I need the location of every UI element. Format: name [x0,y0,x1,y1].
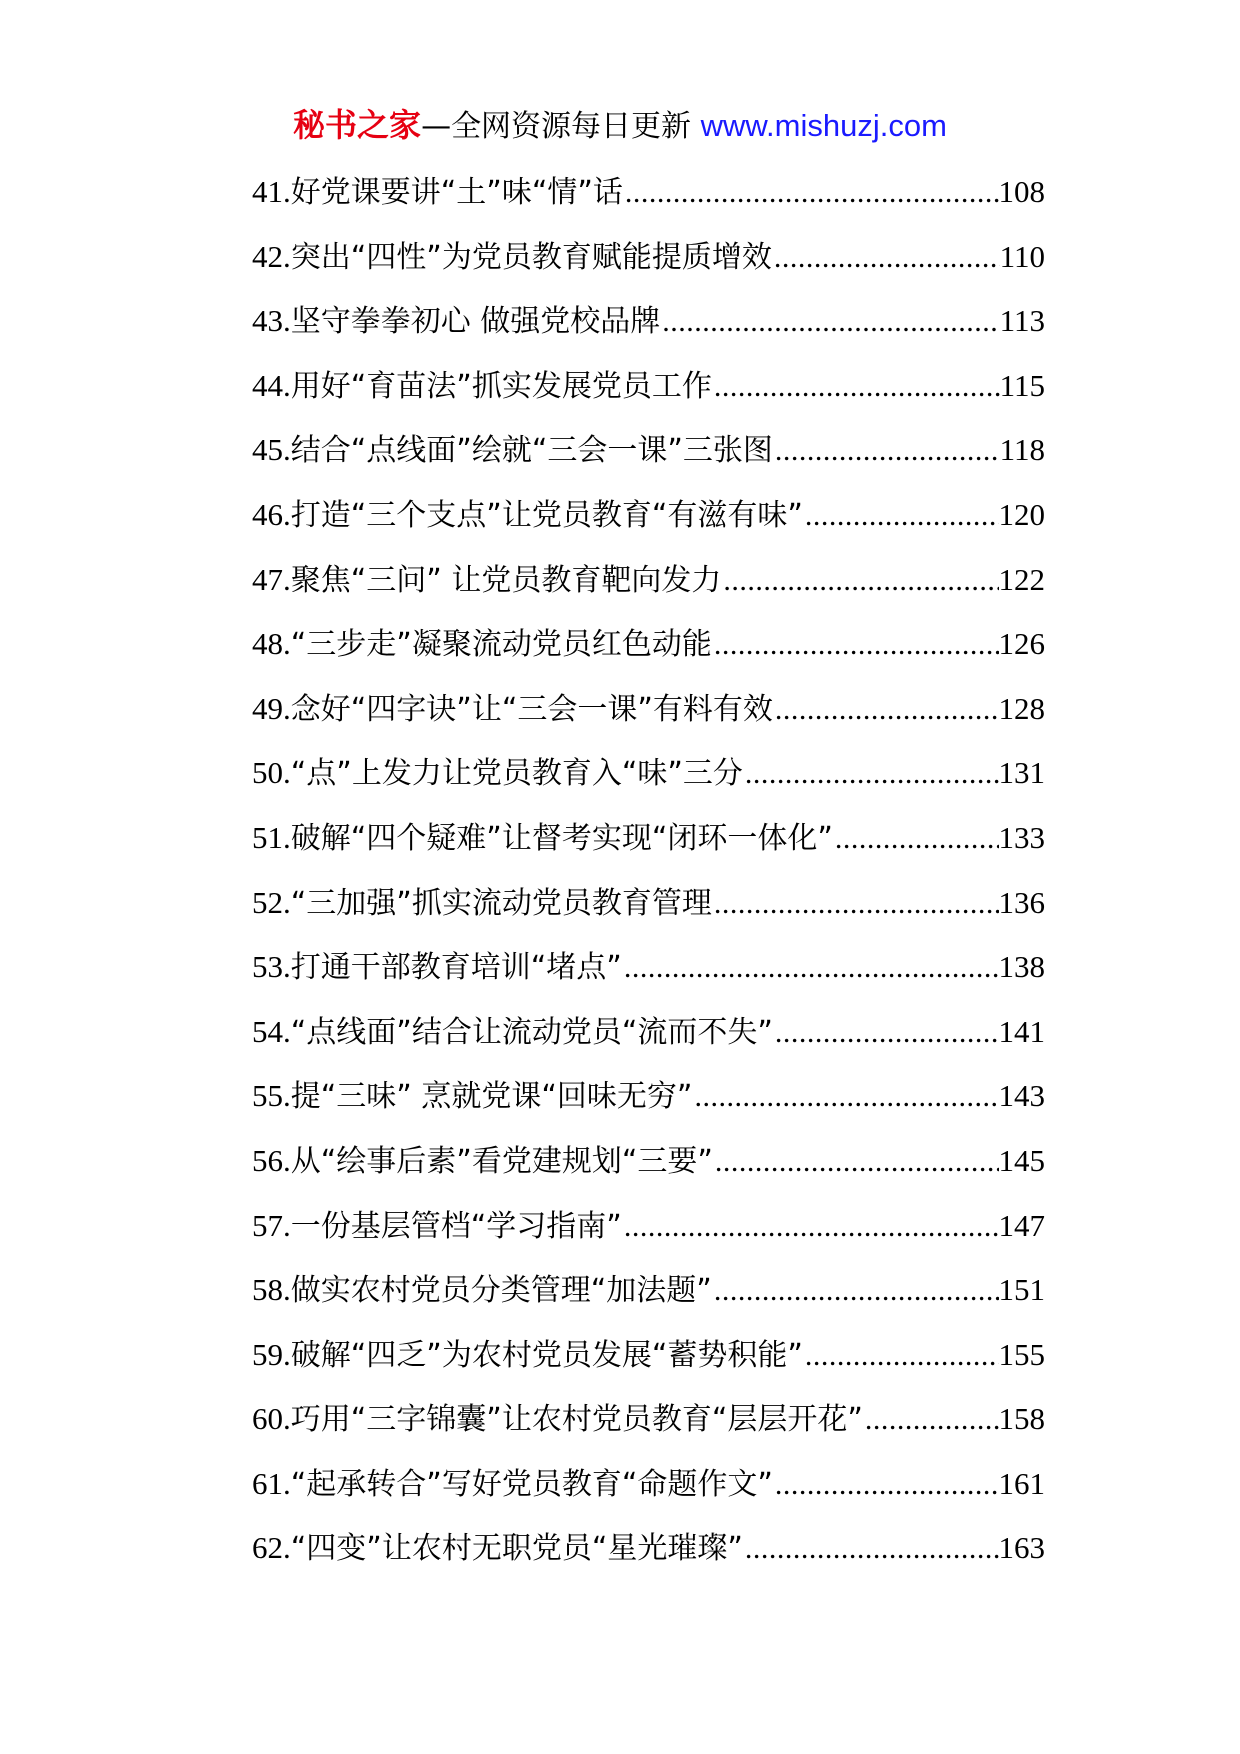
toc-entry-page: 145 [998,1142,1045,1178]
toc-entry-title: 念好“四字诀”让“三会一课”有料有效 [290,691,773,727]
toc-dot-leader [712,872,999,936]
toc-entry-page: 163 [998,1530,1045,1566]
toc-entry-page: 161 [998,1465,1045,1501]
toc-entry-title: “点线面”结合让流动党员“流而不失” [290,1014,773,1050]
toc-entry-number: 61. [252,1465,291,1501]
site-header [0,100,1240,152]
toc-entry-number: 51. [252,819,291,855]
toc-entry-title: 破解“四个疑难”让督考实现“闭环一体化” [290,820,833,856]
toc-entry-page: 126 [998,626,1045,662]
toc-entry-number: 50. [252,755,291,791]
toc-dot-leader [833,807,999,871]
toc-entry-page: 155 [998,1336,1045,1372]
toc-entry-number: 46. [252,496,291,532]
toc-entry-number: 56. [252,1142,291,1178]
toc-entry-number: 48. [252,626,291,662]
toc-entry-page: 122 [998,561,1045,597]
toc-entry-number: 58. [252,1272,291,1308]
toc-entry-page: 108 [998,174,1045,209]
toc-entry-page: 120 [998,496,1045,532]
toc-entry-title: 用好“育苗法”抓实发展党员工作 [290,368,712,404]
brand-name: 秘书之家 [293,106,422,144]
toc-entry-number: 44. [252,367,291,403]
toc-entry[interactable] [252,1323,1045,1388]
toc-entry-number: 42. [252,238,291,274]
toc-dot-leader [773,1001,999,1065]
toc-dot-leader [622,1195,999,1259]
toc-dot-leader [712,613,999,677]
toc-entry-title: 好党课要讲“土”味“情”话 [290,175,623,210]
toc-entry-number: 52. [252,884,291,920]
toc-entry-number: 59. [252,1336,291,1372]
toc-entry[interactable] [252,289,1045,354]
toc-entry-title: “点”上发力让党员教育入“味”三分 [290,756,743,792]
toc-entry-title: 坚守拳拳初心 做强党校品牌 [290,304,661,340]
toc-entry-title: 突出“四性”为党员教育赋能提质增效 [290,239,772,275]
toc-dot-leader [803,484,999,548]
toc-entry-page: 118 [999,432,1045,468]
toc-entry[interactable] [252,1000,1045,1065]
toc-entry-page: 158 [998,1401,1045,1437]
toc-entry-number: 62. [252,1530,291,1566]
toc-entry[interactable] [252,612,1045,677]
toc-entry[interactable] [252,677,1045,742]
toc-entry-page: 147 [998,1207,1045,1243]
toc-entry-number: 47. [252,561,291,597]
toc-entry[interactable] [252,871,1045,936]
toc-entry-page: 128 [998,690,1045,726]
header-slogan: —全网资源每日更新 [421,109,701,144]
toc-entry[interactable] [252,483,1045,548]
toc-dot-leader [660,290,999,354]
toc-entry[interactable] [252,354,1045,419]
toc-entry-number: 57. [252,1207,291,1243]
toc-entry-number: 41. [252,174,291,209]
toc-entry-title: 结合“点线面”绘就“三会一课”三张图 [290,433,773,469]
toc-dot-leader [743,1517,999,1581]
toc-entry-title: 提“三味” 烹就党课“回味无穷” [290,1079,693,1115]
toc-dot-leader [803,1324,999,1388]
toc-dot-leader [773,419,1000,483]
toc-entry-title: 做实农村党员分类管理“加法题” [290,1273,712,1309]
toc-entry-title: 聚焦“三问” 让党员教育靶向发力 [290,562,722,598]
toc-dot-leader [623,161,999,225]
toc-dot-leader [712,355,1000,419]
toc-entry-number: 60. [252,1401,291,1437]
toc-entry-title: “三加强”抓实流动党员教育管理 [290,885,712,921]
toc-entry-title: “三步走”凝聚流动党员红色动能 [290,627,712,663]
toc-entry-page: 131 [998,755,1045,791]
toc-entry-title: “四变”让农村无职党员“星光璀璨” [290,1531,743,1567]
toc-entry-title: 巧用“三字锦囊”让农村党员教育“层层开花” [290,1402,863,1438]
toc-dot-leader [772,226,1000,290]
toc-entry-page: 110 [999,238,1045,274]
toc-entry-page: 143 [998,1078,1045,1114]
toc-entry[interactable] [252,1387,1045,1452]
toc-entry-title: 打造“三个支点”让党员教育“有滋有味” [290,497,803,533]
toc-dot-leader [713,1130,999,1194]
toc-entry[interactable] [252,1194,1045,1259]
toc-entry-number: 55. [252,1078,291,1114]
toc-dot-leader [773,1453,999,1517]
toc-entry-page: 136 [998,884,1045,920]
toc-entry[interactable] [252,1516,1045,1581]
toc-entry-number: 45. [252,432,291,468]
toc-entry[interactable] [252,806,1045,871]
toc-dot-leader [721,549,998,613]
toc-entry[interactable] [252,741,1045,806]
toc-entry[interactable] [252,1129,1045,1194]
table-of-contents [252,160,1045,1581]
toc-entry-number: 54. [252,1013,291,1049]
toc-entry[interactable] [252,418,1045,483]
toc-entry[interactable] [252,548,1045,613]
toc-entry-page: 151 [998,1272,1045,1308]
toc-dot-leader [863,1388,999,1452]
toc-entry-number: 53. [252,949,291,985]
toc-entry-title: 一份基层管档“学习指南” [290,1208,622,1244]
site-url-link[interactable]: www.mishuzj.com [700,108,947,143]
toc-entry[interactable] [252,935,1045,1000]
toc-entry[interactable] [252,160,1045,225]
toc-entry[interactable] [252,1064,1045,1129]
toc-dot-leader [712,1259,999,1323]
toc-entry-title: 破解“四乏”为农村党员发展“蓄势积能” [290,1337,803,1373]
toc-entry-title: “起承转合”写好党员教育“命题作文” [290,1466,773,1502]
toc-entry-page: 115 [999,367,1045,403]
toc-entry-page: 141 [998,1013,1045,1049]
toc-entry-number: 43. [252,303,291,339]
toc-dot-leader [743,742,999,806]
toc-dot-leader [622,936,999,1000]
toc-entry-title: 从“绘事后素”看党建规划“三要” [290,1143,713,1179]
toc-entry-page: 133 [998,819,1045,855]
toc-entry-number: 49. [252,690,291,726]
toc-entry[interactable] [252,1258,1045,1323]
toc-entry[interactable] [252,225,1045,290]
toc-dot-leader [773,678,999,742]
toc-dot-leader [692,1065,998,1129]
toc-entry-page: 138 [998,949,1045,985]
toc-entry-page: 113 [999,303,1045,339]
toc-entry-title: 打通干部教育培训“堵点” [290,950,622,986]
toc-entry[interactable] [252,1452,1045,1517]
